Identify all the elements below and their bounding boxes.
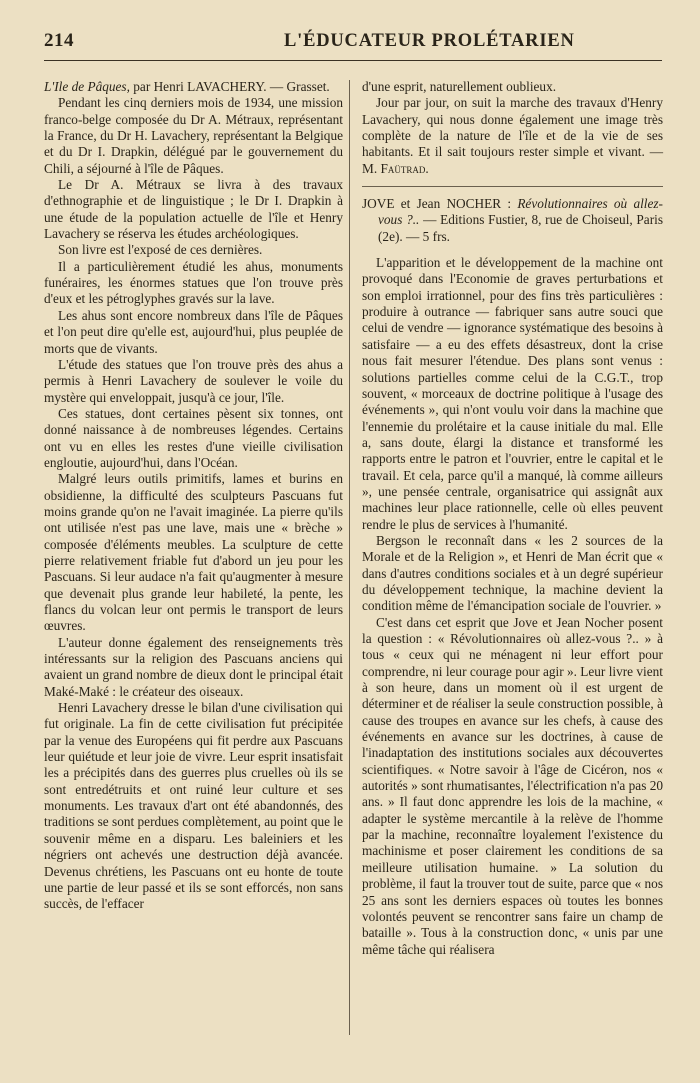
review1-paragraph: Les ahus sont encore nombreux dans l'île de Pâques et l'on peut dire qu'elle est, aujourd'hui, plus peuplée de morts que de vivants. <box>44 307 343 356</box>
review2-paragraph: C'est dans cet esprit que Jove et Jean Nocher posent la question : « Révolutionnaires où allez-vous ?.. » à tous « ceux qui ne ménagent ni leur effort pour comprendre, ni leur courage pour agir ». Leur livre vient à son heure, dans un moment où il est urgent de déterminer et de réaliser la seule construction possible, à cause des troupes en avance sur les chefs, à cause des événements en avance sur les doctrines, à cause de l'inadaptation des institutions sociales aux découvertes scientifiques. « Notre savoir à l'âge de Cicéron, nos « autorités » sont rhumatisantes, l'électrification n'a pas 20 ans. » Il faut donc apprendre les lois de la machine, « adapter le système mercantile à la relève de l'homme par la machine, reconnaître loyalement l'existence du machinisme et poser clairement les conditions de sa meilleure utilisation humaine. » La solution du problème, il faut la trouver tout de suite, parce que « nos 25 ans sont les derniers espaces où toutes les bonnes volontés peuvent se rencontrer sans faire un champ de bataille ». Tous à la construction donc, « unis par une même tâche qui réalisera <box>362 614 663 957</box>
review1-paragraph: Ces statues, dont certaines pèsent six tonnes, ont donné naissance à de nombreuses légendes. Certains ont vu en elles les restes d'une vieille civilisation engloutie, aujourd'hui, dans l'Océan. <box>44 405 343 470</box>
review1-continuation: d'une esprit, naturellement oublieux. <box>362 79 557 94</box>
review-separator <box>362 186 663 187</box>
review2-paragraph: Bergson le reconnaît dans « les 2 sources de la Morale et de la Religion », et Henri de Man écrit que « dans d'autres conditions sociales et à un degré supérieur du développement technique, la machine devient la condition même de l'émancipation sociale de l'ouvrier. » <box>362 532 663 614</box>
column-divider <box>349 80 350 1035</box>
review1-paragraph: L'étude des statues que l'on trouve près des ahus a permis à Henri Lavachery de soulever le voile du mystère qui enveloppait, jusqu'à ce jour, l'île. <box>44 356 343 405</box>
review2-heading <box>362 196 663 245</box>
page-header <box>44 30 662 56</box>
running-title: L'ÉDUCATEUR PROLÉTARIEN <box>284 31 575 51</box>
review1-paragraph: Malgré leurs outils primitifs, lames et burins en obsidienne, la difficulté des sculpteurs Pascuans fut moins grande qu'on ne l'avait imaginée. La pierre qu'ils ont utilisée n'est pas une lave, mais une « brèche » composée d'éléments meubles. La sculpture de cette pierre relativement friable fut d'abord un jeu pour les Pascuans. Si leur audace n'a fait qu'augmenter à mesure que devenait plus grande leur habileté, la pente, les flancs du volcan leur ont permis le transport de leurs œuvres. <box>44 471 343 634</box>
review1-title: L'Ile de Pâques, <box>44 79 130 94</box>
review1-paragraph: L'auteur donne également des renseignements très intéressants sur la religion des Pascuans anciens qui avaient un grand nombre de dieux dont le principal était Maké-Maké : le créateur des oiseaux. <box>44 634 343 699</box>
review2-paragraph: L'apparition et le développement de la machine ont provoqué dans l'Economie de graves perturbations et son emploi irrationnel, pour des fins très particulières : produire à outrance — fabriquer sans autre souci que celui de vendre — ignorance systématique des besoins à satisfaire — a eu des effets désastreux, dont la crise nous fait mesurer l'étendue. Des plans sont venus : solutions partielles comme celui de la C.G.T., trop souvent, « morceaux de doctrine politique à l'usage des événements », qui n'ont voulu voir dans la machine que l'ennemie du prolétaire et la cause initiale du mal. Elle a, sans doute, élargi la distance et transformé les rapports entre le patron et l'ouvrier, entre le capital et le travail. Et cela, parce qu'il a manqué, là comme ailleurs », une pensée centrale, organisatrice qui assignât aux machines leur place rationnelle, celle où elles peuvent rendre le plus de services à l'humanité. <box>362 255 663 532</box>
review1-heading <box>44 79 343 95</box>
review1-signature: M. Faütrad. <box>362 160 429 176</box>
review2-authors: JOVE et Jean NOCHER : <box>362 196 512 212</box>
review1-paragraph: Son livre est l'exposé de ces dernières. <box>58 242 263 258</box>
review1-paragraph: Le Dr A. Métraux se livra à des travaux d'ethnographie et de linguistique ; le Dr I. Drapkin à une étude de la population actuelle de l'île et Henry Lavachery se réserva les études archéologiques. <box>44 177 343 242</box>
review1-closing <box>362 95 663 177</box>
page-number: 214 <box>44 30 74 51</box>
left-column <box>44 79 343 913</box>
review2-title: Révolutionnaires où allez-vous ?.. <box>378 196 663 228</box>
spacer <box>362 245 663 255</box>
header-rule <box>44 60 662 61</box>
review2-publisher: — Editions Fustier, 8, rue de Choiseul, Paris (2e). — 5 frs. <box>378 212 663 244</box>
review1-paragraph: Il a particulièrement étudié les ahus, monuments funéraires, les énormes statues que l'on trouve près d'eux et les pétroglyphes gravés sur la lave. <box>44 258 343 307</box>
review1-author: par Henri LAVACHERY. — Grasset. <box>133 79 330 94</box>
review1-paragraph: Pendant les cinq derniers mois de 1934, une mission franco-belge composée du Dr A. Métraux, représentant la France, du Dr H. Lavachery, représentant la Belgique et du Dr I. Drapkin, délégué par le gouvernement du Chili, a séjourné à l'île de Pâques. <box>44 95 343 176</box>
review1-paragraph: Henri Lavachery dresse le bilan d'une civilisation qui fut originale. La fin de cette civilisation fut précipitée par la venue des Européens qui fit perdre aux Pascuans leur quiétude et leur joie de vivre. Leur esprit insatisfait les a précipités dans des guerres plus cruelles où ils se sont entredétruits et ont ruiné leur culture et ses monuments. Les travaux d'art ont été abandonnés, des traditions se sont perdues complètement, au point que le souvenir même en a disparu. Les baleiniers et les négriers ont achevés une destruction déjà avancée. Devenus chrétiens, les Pascuans ont eu honte de toute une partie de leur passé et ils se sont efforcés, non sans succès, de l'effacer <box>44 700 343 912</box>
right-column <box>362 79 663 958</box>
review1-closing-text: Jour par jour, on suit la marche des travaux d'Henry Lavachery, qui nous donne également une image très complète de la nature de l'île et de la vie de ses habitants. Et il sait toujours rester simple et vivant. — <box>362 95 663 160</box>
